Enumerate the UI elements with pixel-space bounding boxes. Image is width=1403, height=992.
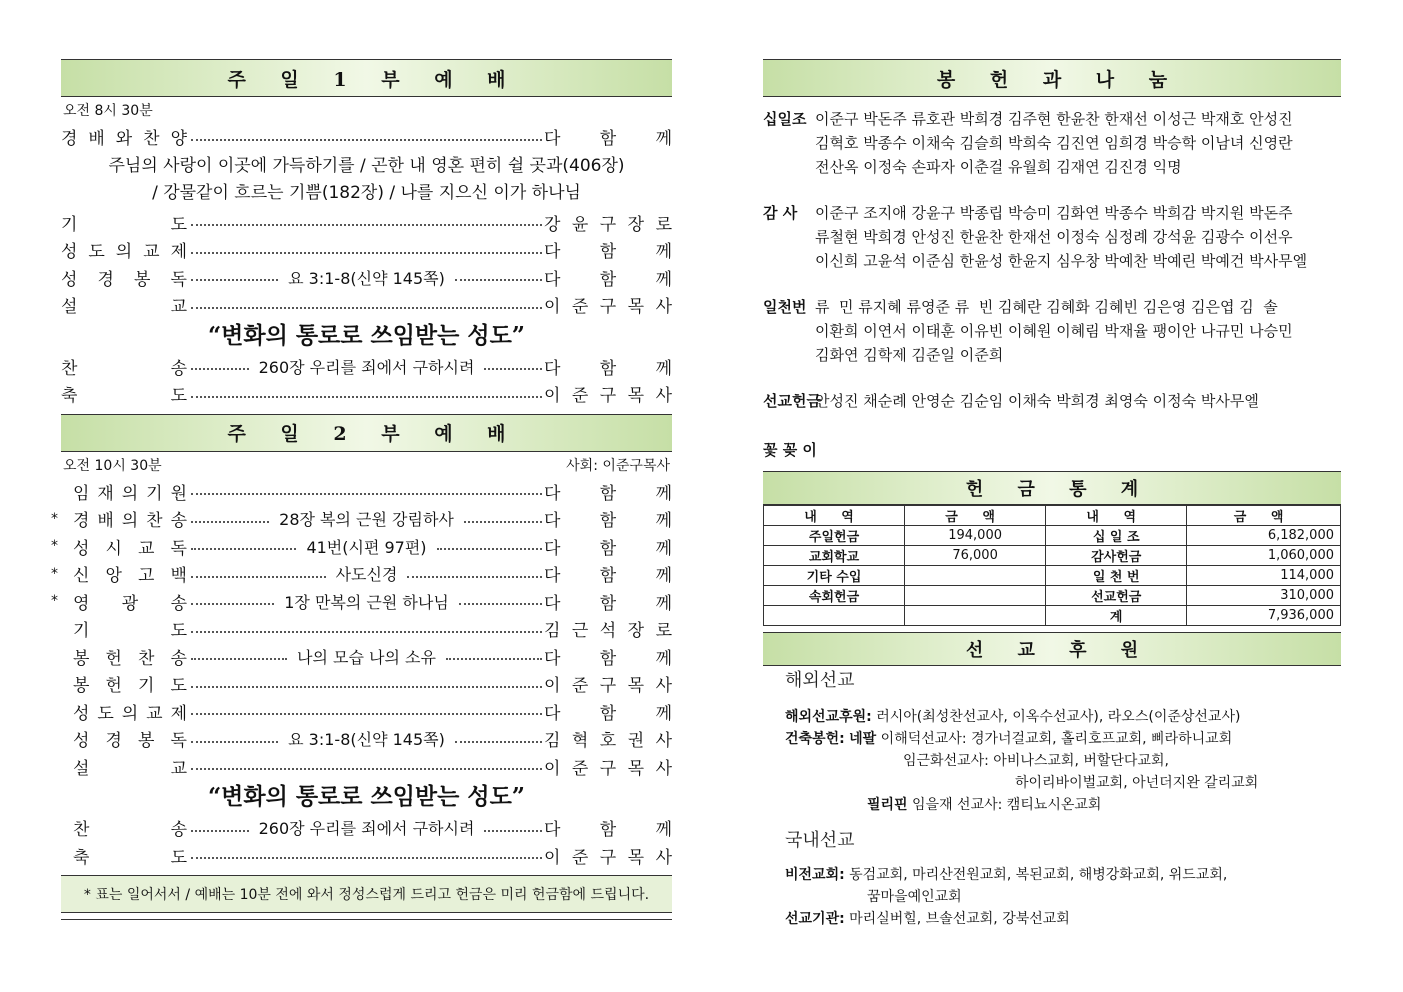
table-cell: 선교헌금 bbox=[1046, 586, 1187, 606]
leader-dots bbox=[191, 768, 542, 770]
donor-line: 류 민 류지혜 류영준 류 빈 김혜란 김혜화 김혜빈 김은영 김은엽 김 솔 bbox=[815, 298, 1278, 316]
order-row bbox=[61, 814, 672, 842]
order-row bbox=[51, 533, 672, 561]
praise-line-1: 주님의 사랑이 이곳에 가득하기를 / 곤한 내 영혼 편히 쉴 곳과(406장) bbox=[108, 155, 625, 176]
order-detail: 나의 모습 나의 소유 bbox=[289, 645, 444, 668]
order-label: 성 도 의 교 제 bbox=[73, 703, 187, 724]
order-leader: 다 함 께 bbox=[544, 820, 673, 841]
philippines-line bbox=[763, 794, 1341, 816]
stats-title: 헌 금 통 계 bbox=[763, 471, 1341, 505]
leader-dots bbox=[191, 279, 278, 281]
leader-dots bbox=[191, 396, 542, 398]
table-header: 내 역 bbox=[1046, 506, 1187, 526]
order-label: 축 도 bbox=[61, 386, 187, 407]
service-notice: * 표는 일어서서 / 예배는 10분 전에 와서 정성스럽게 드리고 헌금은 미리 헌금함에 드립니다. bbox=[61, 875, 672, 913]
nepal-label: 네팔 bbox=[849, 731, 877, 747]
table-row bbox=[764, 566, 1341, 586]
service1-time-row bbox=[61, 97, 672, 123]
leader-dots bbox=[191, 521, 269, 523]
table-cell: 십 일 조 bbox=[1046, 526, 1187, 546]
order-row bbox=[61, 698, 672, 726]
table-header: 금 액 bbox=[1187, 506, 1341, 526]
order-label: 기 도 bbox=[73, 621, 187, 642]
order-row bbox=[61, 236, 672, 264]
service2-time-row bbox=[61, 452, 672, 478]
service2-leader: 사회: 이준구목사 bbox=[566, 457, 670, 474]
domestic-mission-title: 국내선교 bbox=[785, 830, 855, 851]
standing-mark: * bbox=[51, 593, 58, 610]
table-cell bbox=[764, 606, 905, 626]
overseas-support-line bbox=[763, 706, 1341, 728]
right-column bbox=[763, 59, 1341, 930]
order-leader: 다 함 께 bbox=[544, 511, 673, 532]
order-label: 영 광 송 bbox=[73, 593, 187, 614]
leader-dots bbox=[191, 252, 542, 254]
offering-group bbox=[763, 389, 1341, 413]
donor-line: 김화연 김학제 김준일 이준희 bbox=[815, 346, 1004, 364]
order-detail: 260장 우리를 죄에서 구하시려 bbox=[251, 355, 483, 378]
order-row bbox=[61, 615, 672, 643]
building-label: 건축봉헌: bbox=[785, 731, 845, 747]
vision-label: 비전교회: bbox=[785, 867, 845, 883]
bottom-rule bbox=[61, 919, 672, 920]
standing-mark: * bbox=[51, 538, 58, 555]
leader-dots bbox=[455, 279, 542, 281]
table-cell: 감사헌금 bbox=[1046, 546, 1187, 566]
nepal-line-1: 이해덕선교사: 경가너걸교회, 홀리호프교회, 삐라하니교회 bbox=[880, 731, 1233, 747]
praise-songs bbox=[61, 151, 672, 209]
left-column bbox=[51, 59, 673, 920]
leader-dots bbox=[191, 307, 542, 309]
donor-line: 이준구 박돈주 류호관 박희경 김주현 한윤찬 한재선 이성근 박재호 안성진 bbox=[815, 110, 1293, 128]
order-label: 축 도 bbox=[73, 847, 187, 868]
offering-category: 십일조 bbox=[763, 110, 807, 128]
leader-dots bbox=[191, 603, 274, 605]
offering-stats-table bbox=[763, 505, 1341, 626]
building-line-2: 임근화선교사: 아비나스교회, 버할단다교회, bbox=[903, 753, 1169, 769]
leader-dots bbox=[191, 686, 542, 688]
order-label: 찬 송 bbox=[61, 358, 187, 379]
leader-dots bbox=[484, 368, 542, 370]
leader-dots bbox=[191, 631, 542, 633]
order-detail: 사도신경 bbox=[328, 562, 406, 585]
order-row bbox=[51, 505, 673, 533]
offering-category: 선교헌금 bbox=[763, 392, 821, 410]
order-label: 성 경 봉 독 bbox=[61, 269, 187, 290]
leader-dots bbox=[191, 857, 542, 859]
order-row bbox=[61, 753, 672, 781]
order-leader: 이 준 구 목 사 bbox=[544, 847, 672, 868]
leader-dots bbox=[191, 741, 278, 743]
table-cell: 76,000 bbox=[905, 546, 1046, 566]
offering-category: 감 사 bbox=[763, 204, 798, 222]
table-cell: 속회헌금 bbox=[764, 586, 905, 606]
order-row bbox=[61, 380, 672, 408]
order-label: 경 배 와 찬 양 bbox=[61, 129, 187, 150]
order-row bbox=[61, 725, 672, 753]
service1-title: 주 일 1 부 예 배 bbox=[61, 59, 672, 97]
service2-title: 주 일 2 부 예 배 bbox=[61, 414, 672, 452]
org-line bbox=[763, 908, 1341, 930]
order-row bbox=[61, 643, 672, 671]
leader-dots bbox=[484, 830, 542, 832]
donor-line: 전산옥 이정숙 손파자 이춘걸 유월희 김재연 김진경 익명 bbox=[815, 158, 1182, 176]
table-cell: 교회학교 bbox=[764, 546, 905, 566]
donor-line: 안성진 채순례 안영순 김순임 이채숙 박희경 최영숙 이정숙 박사무엘 bbox=[815, 392, 1259, 410]
praise-line-2: / 강물같이 흐르는 기쁨(182장) / 나를 지으신 이가 하나님 bbox=[152, 182, 581, 203]
donor-names bbox=[815, 295, 1341, 367]
service1-sermon-title: “변화의 통로로 쓰임받는 성도” bbox=[207, 321, 526, 349]
order-row bbox=[61, 478, 672, 506]
order-leader: 이 준 구 목 사 bbox=[544, 386, 672, 407]
offering-group bbox=[763, 295, 1341, 367]
order-row bbox=[51, 560, 673, 588]
order-leader: 김 근 석 장 로 bbox=[544, 621, 672, 642]
table-header: 내 역 bbox=[764, 506, 905, 526]
org-text: 마리실버힐, 브솔선교회, 강북선교회 bbox=[849, 911, 1070, 927]
order-label: 신 앙 고 백 bbox=[73, 566, 187, 587]
leader-dots bbox=[446, 658, 542, 660]
org-label: 선교기관: bbox=[785, 911, 845, 927]
table-cell bbox=[905, 606, 1046, 626]
order-detail: 28장 복의 근원 강림하사 bbox=[271, 507, 462, 530]
order-leader: 이 준 구 목 사 bbox=[544, 676, 672, 697]
order-row bbox=[61, 842, 672, 870]
order-label: 설 교 bbox=[61, 297, 187, 318]
order-leader: 이 준 구 목 사 bbox=[544, 758, 672, 779]
order-row bbox=[61, 264, 672, 292]
philippines-label: 필리핀 bbox=[867, 797, 908, 813]
order-label: 성 도 의 교 제 bbox=[61, 242, 187, 263]
order-row bbox=[51, 588, 673, 616]
table-cell: 194,000 bbox=[905, 526, 1046, 546]
leader-dots bbox=[191, 548, 296, 550]
order-row bbox=[61, 291, 672, 319]
leader-dots bbox=[191, 658, 287, 660]
leader-dots bbox=[407, 576, 542, 578]
order-leader: 다 함 께 bbox=[544, 593, 673, 614]
table-cell: 일 천 번 bbox=[1046, 566, 1187, 586]
leader-dots bbox=[455, 741, 542, 743]
leader-dots bbox=[437, 548, 542, 550]
table-header: 금 액 bbox=[905, 506, 1046, 526]
service1-time: 오전 8시 30분 bbox=[63, 103, 153, 119]
order-leader: 김 혁 호 권 사 bbox=[544, 731, 673, 752]
offering-title: 봉 헌 과 나 눔 bbox=[763, 59, 1341, 97]
donor-line: 이환희 이연서 이태훈 이유빈 이혜원 이혜림 박재율 팽이안 나규민 나승민 bbox=[815, 322, 1293, 340]
donor-line: 김혁호 박종수 이채숙 김슬희 박희숙 김진연 임희경 박승학 이남녀 신영란 bbox=[815, 134, 1293, 152]
table-row bbox=[764, 606, 1341, 626]
mission-title: 선 교 후 원 bbox=[763, 632, 1341, 666]
table-cell bbox=[905, 586, 1046, 606]
leader-dots bbox=[464, 521, 542, 523]
table-cell: 6,182,000 bbox=[1187, 526, 1341, 546]
order-label: 봉 헌 기 도 bbox=[73, 676, 187, 697]
table-cell: 114,000 bbox=[1187, 566, 1341, 586]
table-cell bbox=[905, 566, 1046, 586]
donor-line: 이신희 고윤석 이준심 한윤성 한윤지 심우창 박예찬 박예린 박예건 박사무엘 bbox=[815, 252, 1308, 270]
offering-category: 일천번 bbox=[763, 298, 807, 316]
order-label: 설 교 bbox=[73, 758, 187, 779]
order-label: 성 시 교 독 bbox=[73, 538, 187, 559]
donor-line: 이준구 조지애 강윤구 박종립 박승미 김화연 박종수 박희감 박지원 박돈주 bbox=[815, 204, 1293, 222]
overseas-support-label: 해외선교후원: bbox=[785, 709, 872, 725]
table-cell: 310,000 bbox=[1187, 586, 1341, 606]
order-leader: 다 함 께 bbox=[544, 566, 673, 587]
table-cell: 기타 수입 bbox=[764, 566, 905, 586]
service2-time: 오전 10시 30분 bbox=[63, 457, 162, 474]
donor-names bbox=[815, 389, 1341, 413]
overseas-support-text: 러시아(최성찬선교사, 이옥수선교사), 라오스(이준상선교사) bbox=[876, 709, 1241, 725]
order-detail: 41번(시편 97편) bbox=[298, 535, 434, 558]
order-leader: 다 함 께 bbox=[544, 242, 672, 263]
order-row bbox=[61, 209, 672, 237]
order-row bbox=[61, 123, 672, 151]
table-row bbox=[764, 526, 1341, 546]
leader-dots bbox=[191, 576, 326, 578]
vision-text-1: 동검교회, 마리산전원교회, 복된교회, 해병강화교회, 위드교회, bbox=[849, 867, 1228, 883]
order-label: 경 배 의 찬 송 bbox=[73, 511, 187, 532]
offering-group bbox=[763, 107, 1341, 179]
flowers-label: 꽃 꽂 이 bbox=[763, 441, 817, 459]
building-line-3: 하이리바이벌교회, 아넌더지완 갈리교회 bbox=[1015, 775, 1259, 791]
leader-dots bbox=[191, 493, 542, 495]
order-leader: 다 함 께 bbox=[544, 703, 672, 724]
order-detail: 요 3:1-8(신약 145쪽) bbox=[280, 727, 453, 750]
table-cell: 계 bbox=[1046, 606, 1187, 626]
leader-dots bbox=[459, 603, 542, 605]
donor-names bbox=[815, 201, 1341, 273]
order-leader: 다 함 께 bbox=[544, 483, 672, 504]
offering-group bbox=[763, 201, 1341, 273]
vision-line-2: 꿈마을예인교회 bbox=[867, 889, 962, 905]
order-leader: 강 윤 구 장 로 bbox=[544, 214, 672, 235]
table-cell: 주일헌금 bbox=[764, 526, 905, 546]
order-leader: 다 함 께 bbox=[544, 538, 672, 559]
standing-mark: * bbox=[51, 510, 58, 527]
overseas-mission-title: 해외선교 bbox=[785, 670, 855, 691]
order-detail: 1장 만복의 근원 하나님 bbox=[276, 590, 457, 613]
donor-names bbox=[815, 107, 1341, 179]
order-leader: 다 함 께 bbox=[544, 648, 672, 669]
table-cell: 1,060,000 bbox=[1187, 546, 1341, 566]
order-leader: 이 준 구 목 사 bbox=[544, 297, 672, 318]
building-line-1 bbox=[763, 728, 1341, 750]
vision-line-1 bbox=[763, 864, 1341, 886]
donor-line: 류철현 박희경 안성진 한윤찬 한재선 이정숙 심정례 강석윤 김광수 이선우 bbox=[815, 228, 1293, 246]
order-label: 기 도 bbox=[61, 214, 187, 235]
order-label: 성 경 봉 독 bbox=[73, 731, 187, 752]
table-header-row bbox=[764, 506, 1341, 526]
order-row bbox=[61, 670, 672, 698]
order-label: 임 재 의 기 원 bbox=[73, 483, 187, 504]
standing-mark: * bbox=[51, 565, 58, 582]
order-leader: 다 함 께 bbox=[544, 129, 672, 150]
table-row bbox=[764, 546, 1341, 566]
leader-dots bbox=[191, 830, 249, 832]
philippines-text: 임을재 선교사: 캠티뇨시온교회 bbox=[912, 797, 1102, 813]
leader-dots bbox=[191, 139, 542, 141]
order-label: 찬 송 bbox=[73, 820, 187, 841]
order-label: 봉 헌 찬 송 bbox=[73, 648, 187, 669]
order-detail: 요 3:1-8(신약 145쪽) bbox=[280, 266, 453, 289]
service2-sermon-title: “변화의 통로로 쓰임받는 성도” bbox=[207, 783, 526, 810]
order-row bbox=[61, 353, 672, 381]
leader-dots bbox=[191, 713, 542, 715]
leader-dots bbox=[191, 368, 249, 370]
order-leader: 다 함 께 bbox=[544, 358, 673, 379]
order-leader: 다 함 께 bbox=[544, 269, 673, 290]
leader-dots bbox=[191, 224, 542, 226]
table-row bbox=[764, 586, 1341, 606]
table-cell: 7,936,000 bbox=[1187, 606, 1341, 626]
order-detail: 260장 우리를 죄에서 구하시려 bbox=[251, 816, 483, 839]
